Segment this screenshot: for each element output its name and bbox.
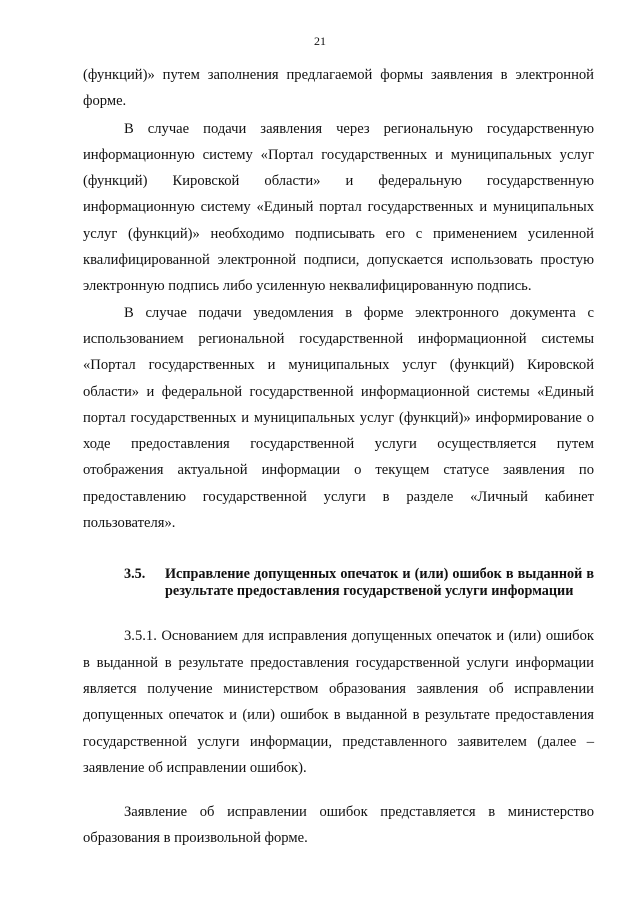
- document-body: [83, 62, 594, 852]
- paragraph-epgu-signature: В случае подачи заявления через региональную государственную информационную систему «Портал государственных и муниципальных услуг (функций) Кировской области» и федеральную государственную информационную систему «Единый портал государственных и муниципальных услуг (функций)» необходимо подписывать его с применением усиленной квалифицированной электронной подписи, допускается использовать простую электронную подпись либо усиленную неквалифицированную подпись.: [83, 120, 594, 295]
- paragraph-correction-form: Заявление об исправлении ошибок представляется в министерство образования в произвольной форме.: [83, 804, 594, 847]
- section-number: 3.5.: [124, 566, 146, 583]
- section-heading: [83, 566, 594, 600]
- paragraph-notification-status: В случае подачи уведомления в форме электронного документа с использованием региональной государственной информационной системы «Портал государственных и муниципальных услуг (функций) Кировской области» и федеральной государственной информационной системы «Единый портал государственных и муниципальных услуг (функций)» информирование о ходе предоставления государственной услуги осуществляется путем отображения актуальной информации о текущем статусе заявления по предоставлению государственной услуги в разделе «Личный кабинет пользователя».: [83, 304, 594, 532]
- page-number: 21: [314, 34, 326, 48]
- section-title: Исправление допущенных опечаток и (или) ошибок в выданной в результате предоставления государственой услуги информации: [165, 566, 594, 600]
- paragraph-correction-basis: 3.5.1. Основанием для исправления допущенных опечаток и (или) ошибок в выданной в результате предоставления государственной услуги информации является получение министерством образования заявления об исправлении допущенных опечаток и (или) ошибок в выданной в результате предоставления государственной услуги информации, представленного заявителем (далее – заявление об исправлении ошибок).: [83, 628, 594, 776]
- paragraph-continuation: (функций)» путем заполнения предлагаемой формы заявления в электронной форме.: [83, 67, 594, 110]
